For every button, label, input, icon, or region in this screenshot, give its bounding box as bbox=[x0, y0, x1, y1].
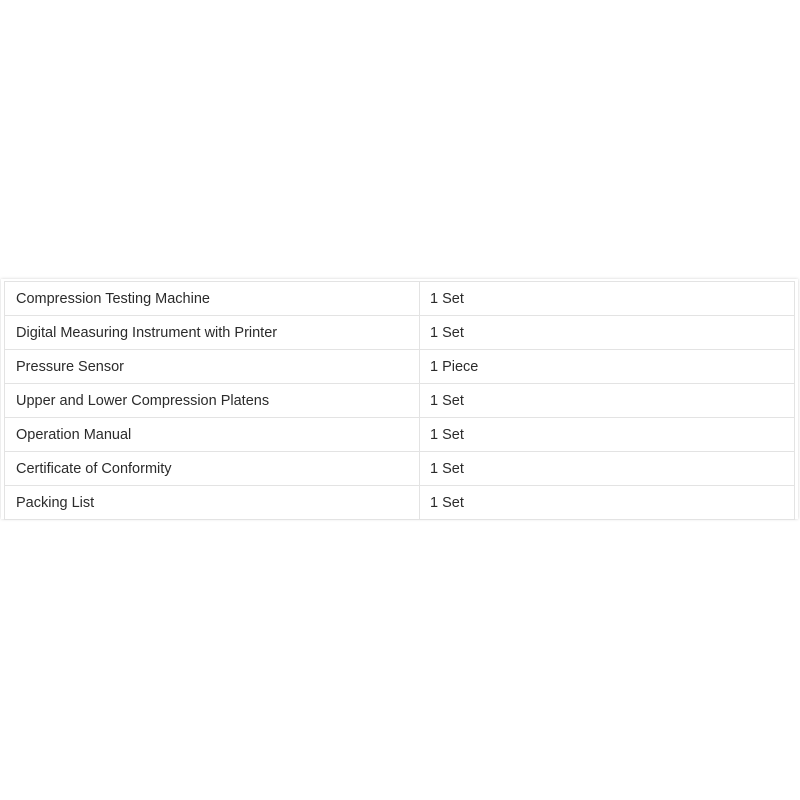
table-row bbox=[5, 316, 795, 350]
item-name-cell: Digital Measuring Instrument with Printer bbox=[5, 316, 420, 350]
item-name-cell: Upper and Lower Compression Platens bbox=[5, 384, 420, 418]
item-name-cell: Operation Manual bbox=[5, 418, 420, 452]
table-row bbox=[5, 350, 795, 384]
quantity-cell: 1 Set bbox=[420, 282, 795, 316]
quantity-cell: 1 Piece bbox=[420, 350, 795, 384]
table-row bbox=[5, 452, 795, 486]
item-name-cell: Compression Testing Machine bbox=[5, 282, 420, 316]
table-row bbox=[5, 486, 795, 520]
quantity-cell: 1 Set bbox=[420, 486, 795, 520]
quantity-cell: 1 Set bbox=[420, 384, 795, 418]
item-name-cell: Packing List bbox=[5, 486, 420, 520]
table-row bbox=[5, 282, 795, 316]
packing-list-table bbox=[4, 281, 795, 520]
item-name-cell: Pressure Sensor bbox=[5, 350, 420, 384]
item-name-cell: Certificate of Conformity bbox=[5, 452, 420, 486]
packing-list-table-container bbox=[1, 279, 798, 519]
quantity-cell: 1 Set bbox=[420, 316, 795, 350]
quantity-cell: 1 Set bbox=[420, 452, 795, 486]
table-row bbox=[5, 384, 795, 418]
table-row bbox=[5, 418, 795, 452]
quantity-cell: 1 Set bbox=[420, 418, 795, 452]
